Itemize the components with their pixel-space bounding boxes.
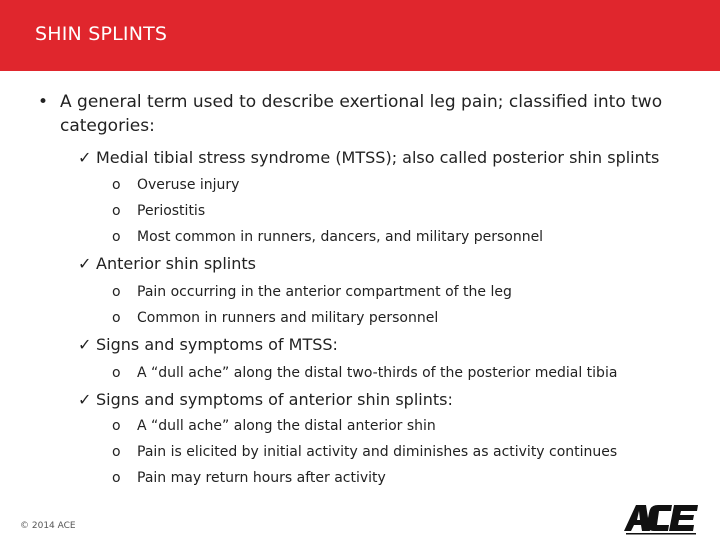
- list-item: [112, 227, 543, 247]
- list-item-text: Overuse injury: [137, 177, 240, 193]
- list-item-text: A “dull ache” along the distal two-thirds of the posterior medial tibia: [137, 365, 618, 381]
- circle-bullet-icon: o: [112, 203, 121, 219]
- section-heading-anterior-symptoms: [78, 389, 453, 411]
- list-item-text: Pain occurring in the anterior compartment of the leg: [137, 284, 512, 300]
- circle-bullet-icon: o: [112, 177, 121, 193]
- bullet-marker: •: [38, 92, 49, 112]
- circle-bullet-icon: o: [112, 418, 121, 434]
- section-heading-text: Anterior shin splints: [96, 254, 256, 273]
- list-item: [112, 468, 386, 488]
- copyright-text: © 2014 ACE: [20, 521, 76, 531]
- check-icon: ✓: [78, 335, 92, 354]
- list-item-text: A “dull ache” along the distal anterior shin: [137, 418, 436, 434]
- list-item-text: Pain may return hours after activity: [137, 470, 386, 486]
- section-heading-anterior: [78, 253, 256, 275]
- list-item-text: Common in runners and military personnel: [137, 310, 439, 326]
- section-heading-text: Signs and symptoms of MTSS:: [96, 335, 338, 354]
- check-icon: ✓: [78, 254, 92, 273]
- circle-bullet-icon: o: [112, 229, 121, 245]
- list-item: [112, 442, 617, 462]
- list-item: [112, 416, 436, 436]
- section-heading-mtss: [78, 147, 659, 169]
- check-icon: ✓: [78, 148, 92, 167]
- list-item: [112, 175, 239, 195]
- list-item: [112, 201, 205, 221]
- intro-bullet: [38, 90, 678, 138]
- section-heading-text: Signs and symptoms of anterior shin splints:: [96, 390, 453, 409]
- list-item-text: Periostitis: [137, 203, 206, 219]
- list-item: [112, 308, 438, 328]
- circle-bullet-icon: o: [112, 444, 121, 460]
- list-item-text: Most common in runners, dancers, and military personnel: [137, 229, 544, 245]
- section-heading-text: Medial tibial stress syndrome (MTSS); also called posterior shin splints: [96, 148, 660, 167]
- slide-title: SHIN SPLINTS: [35, 23, 168, 45]
- circle-bullet-icon: o: [112, 365, 121, 381]
- circle-bullet-icon: o: [112, 470, 121, 486]
- title-bar: [0, 0, 720, 71]
- circle-bullet-icon: o: [112, 284, 121, 300]
- ace-logo: [622, 503, 710, 537]
- circle-bullet-icon: o: [112, 310, 121, 326]
- list-item: [112, 282, 512, 302]
- list-item-text: Pain is elicited by initial activity and diminishes as activity continues: [137, 444, 618, 460]
- section-heading-mtss-symptoms: [78, 334, 338, 356]
- intro-text: A general term used to describe exertional leg pain; classified into two categories:: [60, 92, 663, 136]
- list-item: [112, 363, 617, 383]
- check-icon: ✓: [78, 390, 92, 409]
